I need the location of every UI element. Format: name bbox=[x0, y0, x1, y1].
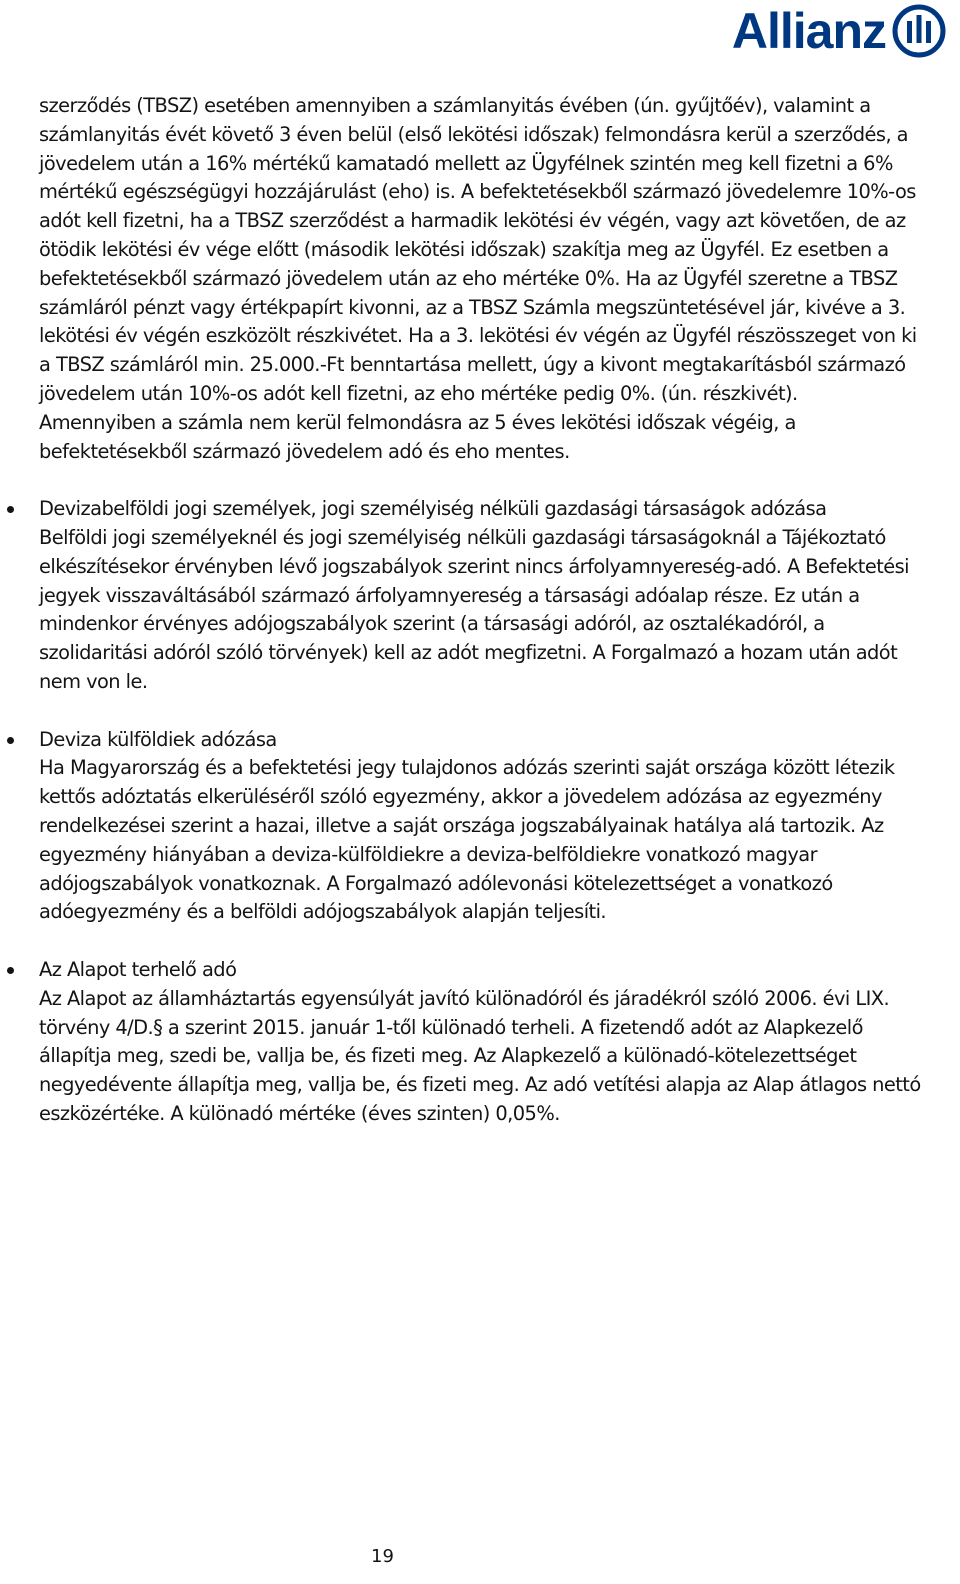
bullet-dot-icon bbox=[7, 737, 14, 744]
intro-paragraph-tax-exempt: Amennyiben a számla nem kerül felmondásra az 5 éves lekötési időszak végéig, a befektetésekből származó jövedelem adó és eho mentes. bbox=[39, 410, 796, 463]
section-foreign-residents bbox=[39, 726, 929, 928]
section-fund-tax bbox=[39, 956, 929, 1129]
page-number: 19 bbox=[371, 1546, 394, 1567]
section-title: Deviza külföldiek adózása bbox=[39, 727, 277, 751]
section-body: Az Alapot az államháztartás egyensúlyát javító különadóról és járadékról szóló 2006. évi LIX. törvény 4/D.§ a szerint 2015. január 1-től különadó terheli. A fizetendő adót az Alapkezelő állapítja meg, szedi be, vallja be, és fizeti meg. Az Alapkezelő a különadó-kötelezettséget negyedévente állapítja meg, vallja be, és fizeti meg. Az adó vetítési alapja az Alap átlagos nettó eszközértéke. A különadó mértéke (éves szinten) 0,05%. bbox=[39, 986, 921, 1125]
bullet-dot-icon bbox=[7, 967, 14, 974]
section-title: Az Alapot terhelő adó bbox=[39, 957, 237, 981]
allianz-eagle-roundel-icon bbox=[892, 4, 946, 58]
section-body: Ha Magyarország és a befektetési jegy tulajdonos adózás szerinti saját országa között létezik kettős adóztatás elkerüléséről szóló egyezmény, akkor a jövedelem adózása az egyezmény rendelkezései szerint a hazai, illetve a saját országa jogszabályainak hatálya alá tartozik. Az egyezmény hiányában a deviza-külföldiekre a deviza-belföldiekre vonatkozó magyar adójogszabályok vonatkoznak. A Forgalmazó adólevonási kötelezettséget a vonatkozó adóegyezmény és a belföldi adójogszabályok alapján teljesíti. bbox=[39, 756, 895, 924]
section-body: Belföldi jogi személyeknél és jogi személyiség nélküli gazdasági társaságoknál a Tájékoztató elkészítésekor érvényben lévő jogszabályok szerint nincs árfolyamnyereség-adó. A Befektetési jegyek visszaváltásából származó árfolyamnyereség a társasági adóalap része. Ez után a mindenkor érvényes adójogszabályok szerint (a társasági adóról, az osztalékadóról, a szolidaritási adóról szóló törvények) kell az adót megfizetni. A Forgalmazó a hozam után adót nem von le. bbox=[39, 525, 910, 693]
bullet-dot-icon bbox=[7, 506, 14, 513]
logo-text: Allianz bbox=[731, 3, 886, 59]
intro-paragraph-tbsz: szerződés (TBSZ) esetében amennyiben a számlanyitás évében (ún. gyűjtőév), valamint a számlanyitás évét követő 3 éven belül (első lekötési időszak) felmondásra kerül a szerződés, a jövedelem után a 16% mértékű kamatadó mellett az Ügyfélnek szintén meg kell fizetni a 6% mértékű egészségügyi hozzájárulást (eho) is. A befektetésekből származó jövedelemre 10%-os adót kell fizetni, ha a TBSZ szerződést a harmadik lekötési év végén, vagy azt követően, de az ötödik lekötési év vége előtt (második lekötési időszak) szakítja meg az Ügyfél. Ez esetben a befektetésekből származó jövedelem után az eho mértéke 0%. Ha az Ügyfél szeretne a TBSZ számláról pénzt vagy értékpapírt kivonni, az a TBSZ Számla megszüntetésével jár, kivéve a 3. lekötési év végén eszközölt részkivétet. Ha a 3. lekötési év végén az Ügyfél részösszeget von ki a TBSZ számláról min. 25.000.-Ft benntartása mellett, úgy a kivont megtakarításból származó jövedelem után 10%-os adót kell fizetni, az eho mértéke pedig 0%. (ún. részkivét). bbox=[39, 94, 917, 405]
allianz-logo bbox=[732, 2, 946, 60]
section-title: Devizabelföldi jogi személyek, jogi személyiség nélküli gazdasági társaságok adózása bbox=[39, 497, 827, 521]
section-legal-entities bbox=[39, 495, 929, 697]
document-body bbox=[39, 92, 929, 1129]
